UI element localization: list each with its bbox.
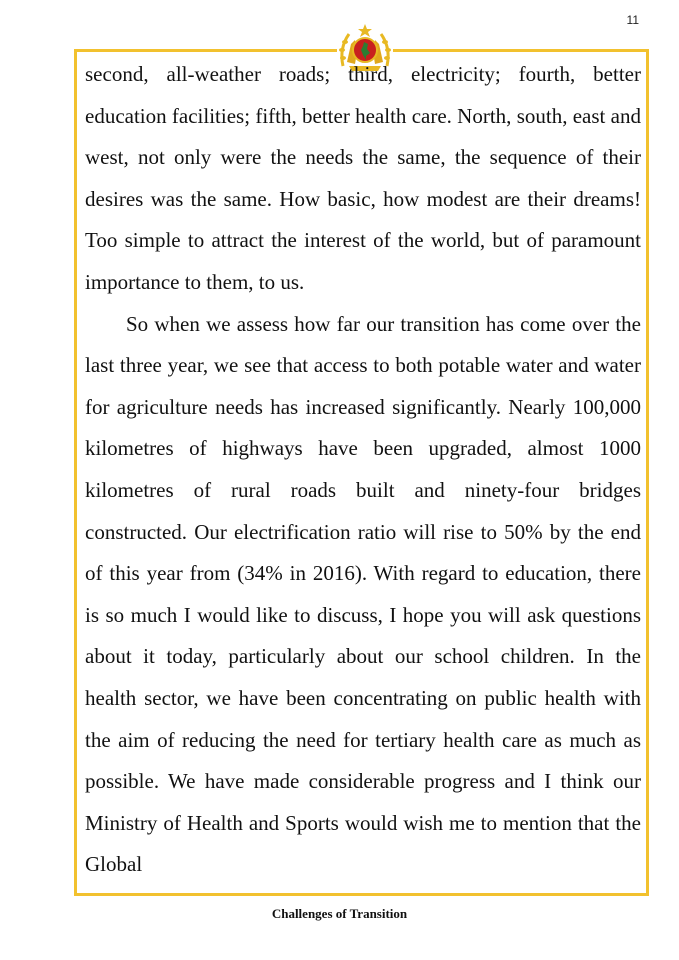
page-number: 11 — [626, 13, 639, 27]
paragraph-1: second, all-weather roads; third, electricity; fourth, better education facilities; fifth, better health care. North, south, east and west, not only were the needs the same, the sequence of their desires was the same. How basic, how modest are their dreams! Too simple to attract the interest of the world, but of paramount importance to them, to us. — [85, 62, 641, 294]
paragraph-2: So when we assess how far our transition has come over the last three year, we see that access to both potable water and water for agriculture needs has increased significantly. Nearly 100,000 kilometres of highways have been upgraded, almost 1000 kilometres of rural roads built and ninety-four bridges constructed. Our electrification ratio will rise to 50% by the end of this year from (34% in 2016). With regard to education, there is so much I would like to discuss, I hope you will ask questions about it today, particularly about our school children. In the health sector, we have been concentrating on public health with the aim of reducing the need for tertiary health care as much as possible. We have made considerable progress and I think our Ministry of Health and Sports would wish me to mention that the Global — [85, 311, 641, 877]
body-text — [85, 54, 641, 886]
page-footer: Challenges of Transition — [271, 906, 408, 921]
